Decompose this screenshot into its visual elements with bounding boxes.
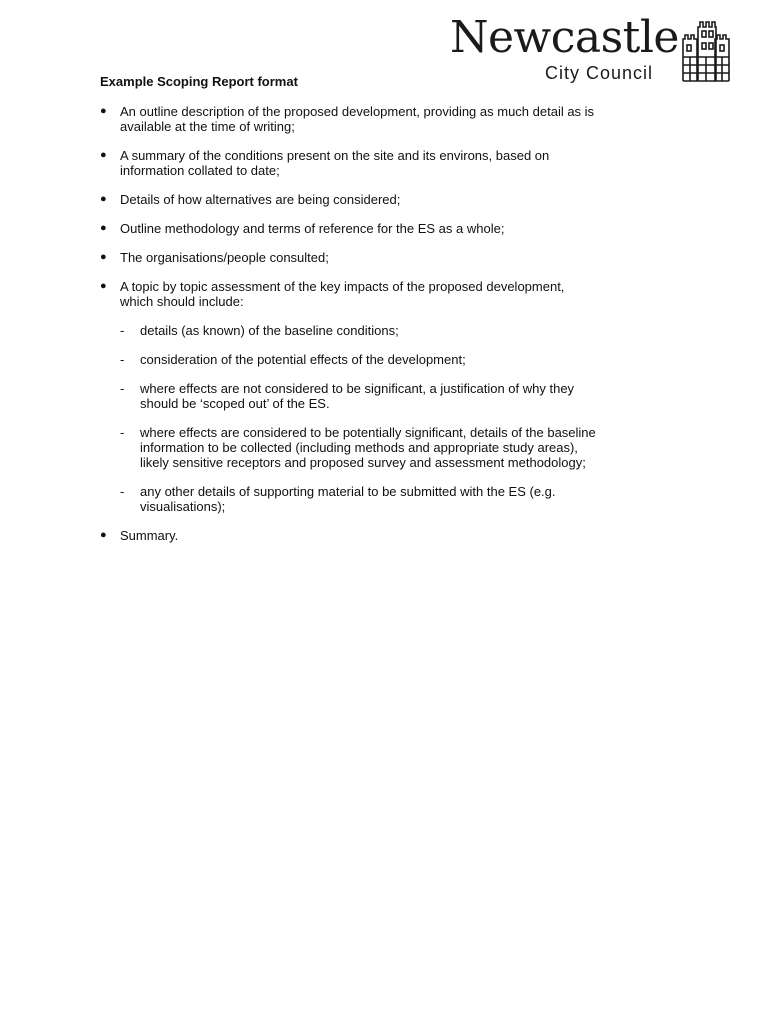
- castle-emblem-icon: [681, 17, 731, 83]
- logo-subtitle: City Council: [545, 63, 654, 83]
- document-title: Example Scoping Report format: [100, 74, 298, 89]
- dash-marker: -: [120, 381, 125, 396]
- bullet-item: [100, 192, 600, 207]
- sub-item: [120, 381, 600, 411]
- sub-item-text: consideration of the potential effects of the development;: [140, 352, 466, 367]
- dash-marker: -: [120, 484, 125, 499]
- bullet-icon: ●: [100, 193, 107, 205]
- sub-item: [120, 323, 600, 338]
- sub-item-text: where effects are considered to be potentially significant, details of the baseline information to be collected (including methods and appropriate study areas), likely sensitive receptors and proposed survey and assessment methodology;: [140, 425, 596, 470]
- document-body: [100, 74, 600, 557]
- bullet-text: The organisations/people consulted;: [120, 250, 329, 265]
- dash-marker: -: [120, 425, 125, 440]
- bullet-icon: ●: [100, 222, 107, 234]
- bullet-text: An outline description of the proposed development, providing as much detail as is available at the time of writing;: [120, 104, 595, 134]
- dash-marker: -: [120, 352, 125, 367]
- sub-item-text: where effects are not considered to be significant, a justification of why they should be ‘scoped out’ of the ES.: [140, 381, 575, 411]
- bullet-icon: ●: [100, 529, 107, 541]
- bullet-item: [100, 279, 600, 514]
- sub-item: [120, 425, 600, 470]
- sub-list: [120, 323, 600, 514]
- sub-item-text: details (as known) of the baseline conditions;: [140, 323, 399, 338]
- bullet-text: A topic by topic assessment of the key impacts of the proposed development, which should include:: [120, 279, 565, 309]
- bullet-icon: ●: [100, 251, 107, 263]
- logo-wordmark: Newcastle: [450, 12, 679, 63]
- bullet-item: [100, 528, 600, 543]
- bullet-item: [100, 148, 600, 178]
- bullet-text: Outline methodology and terms of reference for the ES as a whole;: [120, 221, 505, 236]
- bullet-icon: ●: [100, 149, 107, 161]
- bullet-icon: ●: [100, 105, 107, 117]
- bullet-item: [100, 104, 600, 134]
- bullet-text: A summary of the conditions present on the site and its environs, based on information collated to date;: [120, 148, 550, 178]
- sub-item-text: any other details of supporting material to be submitted with the ES (e.g. visualisations);: [140, 484, 556, 514]
- sub-item: [120, 484, 600, 514]
- bullet-item: [100, 250, 600, 265]
- sub-item: [120, 352, 600, 367]
- bullet-icon: ●: [100, 280, 107, 292]
- bullet-text: Summary.: [120, 528, 179, 543]
- bullet-list: [100, 104, 600, 543]
- dash-marker: -: [120, 323, 125, 338]
- bullet-item: [100, 221, 600, 236]
- bullet-text: Details of how alternatives are being considered;: [120, 192, 401, 207]
